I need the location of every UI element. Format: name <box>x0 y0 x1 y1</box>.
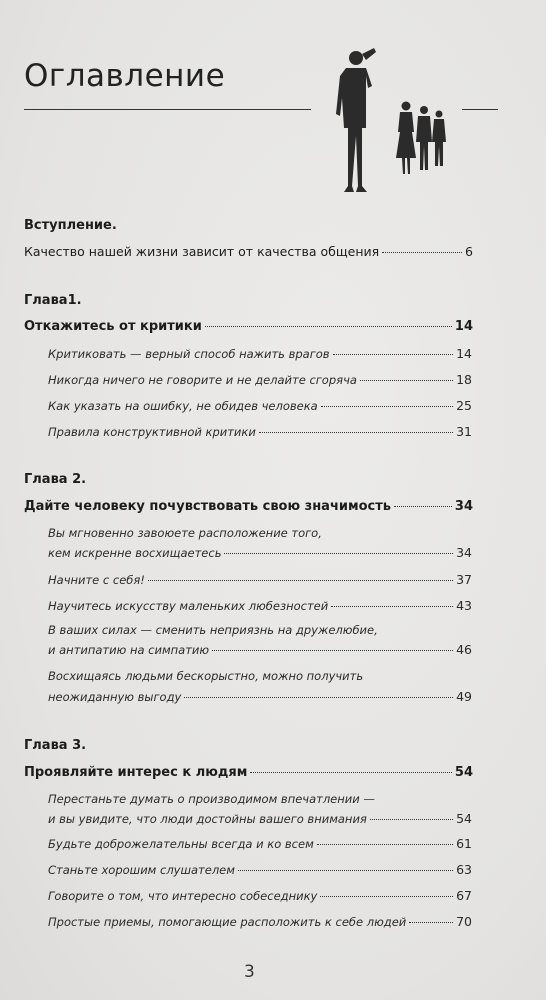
toc-subentry-title: Простые приемы, помогающие расположить к себе людей <box>48 915 407 929</box>
dot-leader <box>224 544 453 554</box>
dot-leader <box>382 242 462 253</box>
toc-entry-page: 54 <box>454 765 473 781</box>
toc-subentry[interactable] <box>48 424 472 439</box>
toc-subentry-title: Станьте хорошим слушателем <box>48 863 235 877</box>
chapter-1-heading: Глава1. <box>24 293 82 308</box>
toc-subentry[interactable] <box>48 545 472 560</box>
toc-subentry-title-line-1: Перестаньте думать о производимом впечатлении — <box>48 792 375 806</box>
page-title: Оглавление <box>24 58 226 94</box>
toc-subentry-page: 34 <box>456 545 472 560</box>
toc-entry-title: Проявляйте интерес к людям <box>24 765 248 781</box>
dot-leader <box>394 496 452 507</box>
toc-subentry-page: 61 <box>456 836 472 851</box>
toc-entry-title: Дайте человеку почувствовать свою значимость <box>24 499 392 515</box>
toc-entry-title: Откажитесь от критики <box>24 319 202 335</box>
toc-subentry-title: Говорите о том, что интересно собеседнику <box>48 889 318 903</box>
toc-subentry[interactable] <box>48 689 472 704</box>
title-rule-left <box>24 109 311 110</box>
dot-leader <box>205 316 452 327</box>
dot-leader <box>317 835 453 845</box>
toc-subentry-page: 46 <box>456 642 472 657</box>
toc-subentry-title: Критиковать — верный способ нажить врагов <box>48 347 330 361</box>
toc-subentry-page: 31 <box>456 424 472 439</box>
page-number: 3 <box>244 962 255 982</box>
toc-subentry[interactable] <box>48 811 472 826</box>
toc-subentry-title: Никогда ничего не говорите и не делайте сгоряча <box>48 373 357 387</box>
toc-entry-chapter-1[interactable] <box>24 319 473 334</box>
toc-entry-intro[interactable] <box>24 244 473 259</box>
toc-subentry-title: Начните с себя! <box>48 573 145 587</box>
dot-leader <box>321 397 453 407</box>
toc-entry-chapter-3[interactable] <box>24 765 473 780</box>
toc-subentry-page: 25 <box>456 398 472 413</box>
dot-leader <box>333 345 454 355</box>
toc-subentry-title-line-1: Восхищаясь людьми бескорыстно, можно получить <box>48 669 364 683</box>
toc-subentry-page: 70 <box>456 914 472 929</box>
toc-subentry[interactable] <box>48 598 472 613</box>
toc-subentry[interactable] <box>48 862 472 877</box>
toc-subentry-title: Как указать на ошибку, не обидев человека <box>48 399 318 413</box>
dot-leader <box>184 688 453 698</box>
toc-subentry-title: и вы увидите, что люди достойны вашего внимания <box>48 812 367 826</box>
toc-entry-title: Качество нашей жизни зависит от качества общения <box>24 244 380 259</box>
toc-subentry-page: 67 <box>456 888 472 903</box>
toc-subentry[interactable] <box>48 572 472 587</box>
dot-leader <box>250 762 452 773</box>
dot-leader <box>320 887 453 897</box>
toc-subentry-title-line-1: В ваших силах — сменить неприязнь на дружелюбие, <box>48 623 378 637</box>
chapter-3-heading: Глава 3. <box>24 738 87 753</box>
toc-subentry-title: Правила конструктивной критики <box>48 425 256 439</box>
toc-subentry[interactable] <box>48 642 472 657</box>
toc-subentry[interactable] <box>48 888 472 903</box>
toc-subentry[interactable] <box>48 372 472 387</box>
toc-subentry-title-line-1: Вы мгновенно завоюете расположение того, <box>48 526 322 540</box>
toc-subentry[interactable] <box>48 346 472 361</box>
intro-heading: Вступление. <box>24 218 117 233</box>
toc-entry-page: 14 <box>454 319 473 335</box>
business-people-silhouettes-illustration <box>326 46 466 196</box>
dot-leader <box>148 571 453 581</box>
dot-leader <box>259 423 453 433</box>
dot-leader <box>331 597 453 607</box>
dot-leader <box>238 861 453 871</box>
toc-subentry-page: 18 <box>456 372 472 387</box>
toc-subentry[interactable] <box>48 398 472 413</box>
toc-subentry-page: 49 <box>456 689 472 704</box>
toc-subentry-title: Будьте доброжелательны всегда и ко всем <box>48 837 314 851</box>
toc-subentry-page: 37 <box>456 572 472 587</box>
toc-subentry-title: Научитесь искусству маленьких любезностей <box>48 599 329 613</box>
toc-subentry-page: 14 <box>456 346 472 361</box>
dot-leader <box>212 641 453 651</box>
dot-leader <box>360 371 453 381</box>
toc-subentry-page: 54 <box>456 811 472 826</box>
toc-entry-page: 6 <box>465 244 473 259</box>
toc-subentry-title: кем искренне восхищаетесь <box>48 546 222 560</box>
toc-subentry[interactable] <box>48 836 472 851</box>
dot-leader <box>370 810 453 820</box>
toc-subentry[interactable] <box>48 914 472 929</box>
toc-entry-chapter-2[interactable] <box>24 499 473 514</box>
dot-leader <box>409 913 453 923</box>
toc-subentry-title: и антипатию на симпатию <box>48 643 210 657</box>
toc-entry-page: 34 <box>454 499 473 515</box>
toc-subentry-page: 43 <box>456 598 472 613</box>
title-rule-right <box>462 109 498 110</box>
chapter-2-heading: Глава 2. <box>24 472 87 487</box>
toc-subentry-title: неожиданную выгоду <box>48 690 182 704</box>
toc-subentry-page: 63 <box>456 862 472 877</box>
